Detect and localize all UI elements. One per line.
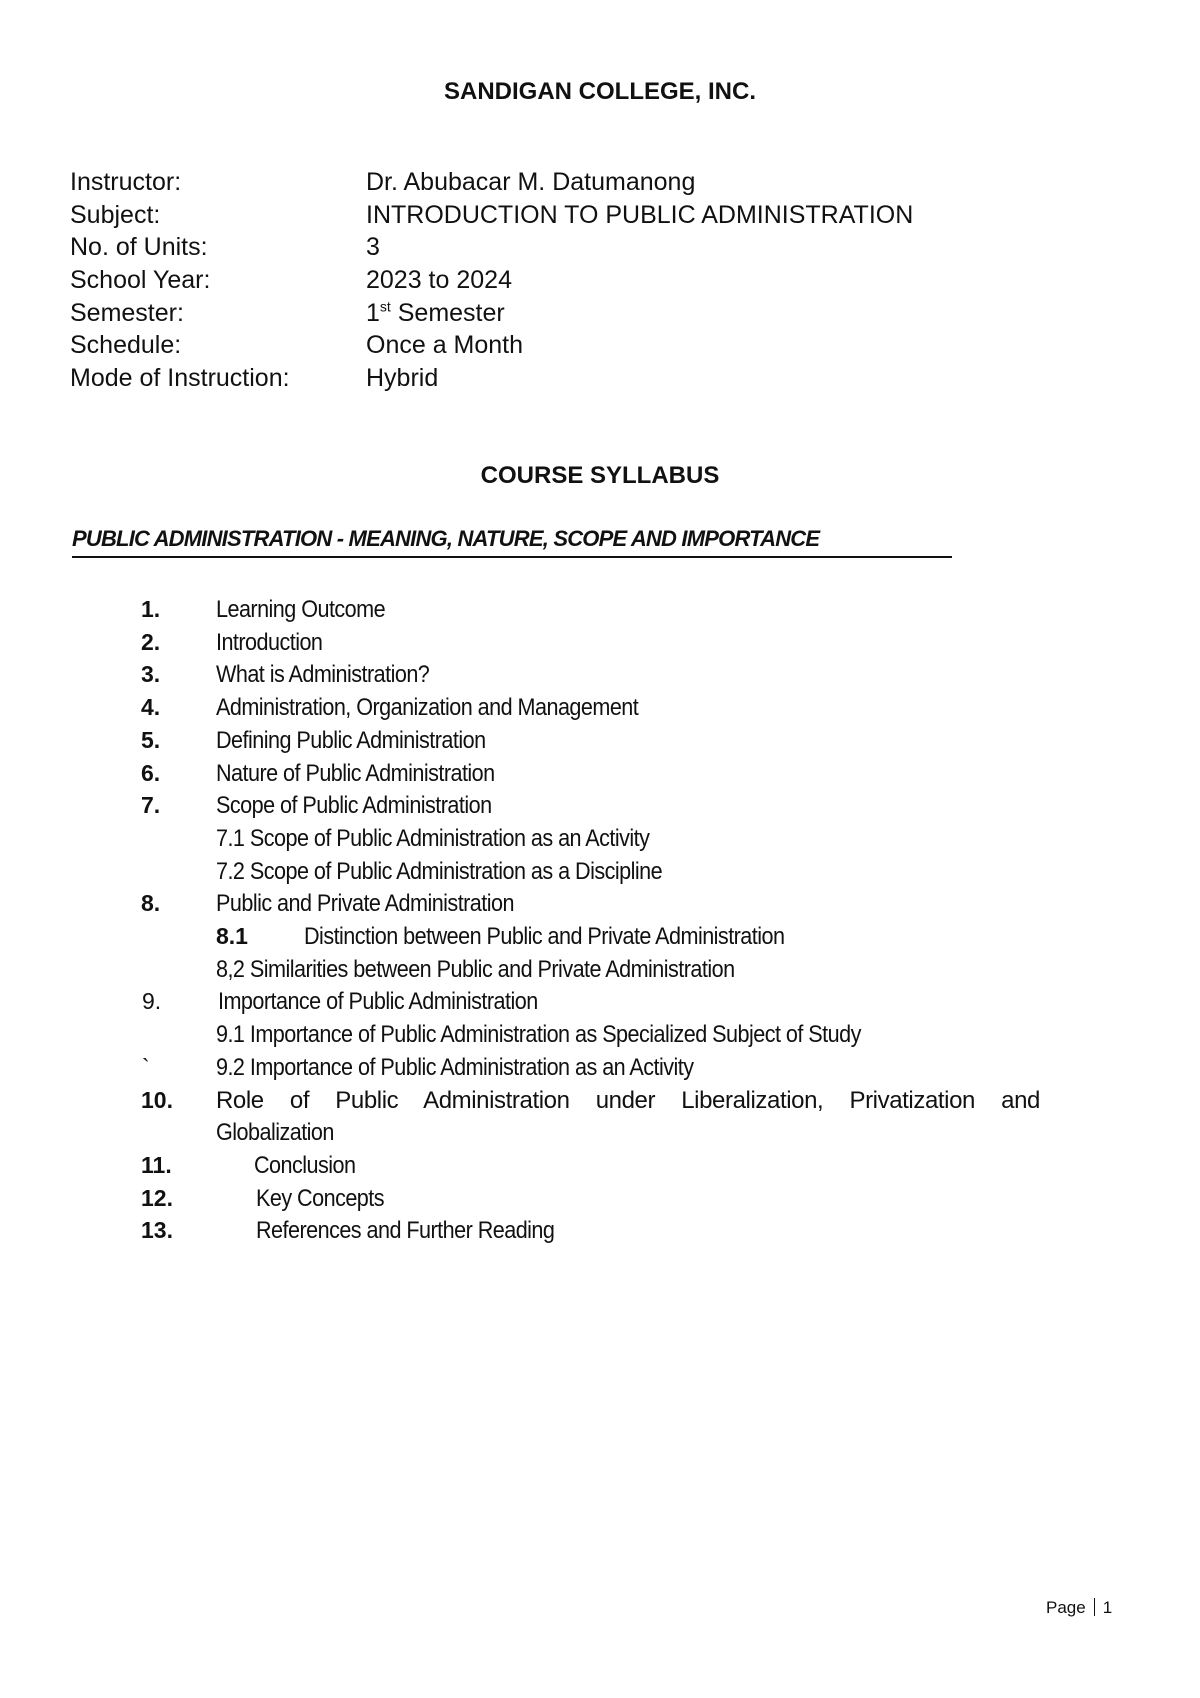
page-number: 1 bbox=[1102, 1598, 1113, 1617]
outline-text: Learning Outcome bbox=[216, 596, 386, 623]
outline-text: Conclusion bbox=[254, 1151, 356, 1179]
syllabus-title: COURSE SYLLABUS bbox=[480, 462, 720, 489]
info-value bbox=[366, 297, 505, 330]
page-footer bbox=[1046, 1598, 1112, 1618]
outline-number: 8. bbox=[141, 890, 161, 917]
outline-number: 13. bbox=[141, 1217, 173, 1244]
outline-number: 11. bbox=[141, 1151, 172, 1178]
outline-text: 7.2 Scope of Public Administration as a Discipline bbox=[216, 857, 663, 885]
info-value: Dr. Abubacar M. Datumanong bbox=[366, 168, 696, 196]
info-value: Once a Month bbox=[366, 331, 524, 360]
outline-number: 7. bbox=[141, 792, 161, 819]
footer-divider bbox=[1094, 1598, 1095, 1616]
semester-word: Semester bbox=[390, 298, 505, 327]
outline-number: 9. bbox=[142, 988, 162, 1015]
outline-number: 12. bbox=[141, 1184, 173, 1211]
semester-ordinal: st bbox=[379, 298, 391, 315]
outline-number: 5. bbox=[141, 726, 161, 753]
info-value: 3 bbox=[366, 233, 380, 262]
outline-text: Scope of Public Administration bbox=[216, 792, 492, 820]
outline-text: Globalization bbox=[216, 1119, 334, 1147]
outline-text: Nature of Public Administration bbox=[216, 759, 495, 787]
outline-number: 6. bbox=[141, 759, 161, 786]
info-label: Instructor: bbox=[70, 168, 182, 196]
outline-text: Distinction between Public and Private Administration bbox=[304, 923, 785, 950]
outline-text: 9.1 Importance of Public Administration as Specialized Subject of Study bbox=[216, 1021, 861, 1049]
outline-text: 7.1 Scope of Public Administration as an Activity bbox=[216, 824, 650, 852]
outline-number: 10. bbox=[141, 1086, 173, 1113]
outline-text: 9.2 Importance of Public Administration as an Activity bbox=[216, 1053, 694, 1081]
outline-text: Introduction bbox=[216, 628, 323, 656]
outline-text: Importance of Public Administration bbox=[218, 988, 538, 1016]
info-value: Hybrid bbox=[366, 364, 439, 393]
outline-text: Public and Private Administration bbox=[216, 890, 514, 918]
outline-text: Defining Public Administration bbox=[216, 726, 486, 754]
outline-text: References and Further Reading bbox=[256, 1217, 555, 1245]
info-label: Schedule: bbox=[70, 331, 182, 360]
info-label: Mode of Instruction: bbox=[70, 364, 290, 393]
outline-number: 2. bbox=[141, 628, 161, 655]
outline-number: 1. bbox=[141, 596, 161, 622]
info-label: Subject: bbox=[70, 200, 161, 229]
info-label: Semester: bbox=[70, 298, 184, 327]
outline-number: ` bbox=[142, 1053, 150, 1080]
outline-text: What is Administration? bbox=[216, 661, 430, 689]
outline-number: 8.1 bbox=[216, 923, 248, 949]
outline-number: 3. bbox=[141, 661, 161, 688]
page-label: Page bbox=[1046, 1598, 1086, 1617]
module-title: PUBLIC ADMINISTRATION - MEANING, NATURE, SCOPE AND IMPORTANCE bbox=[72, 526, 952, 558]
college-name: SANDIGAN COLLEGE, INC. bbox=[443, 78, 756, 105]
outline-text: Key Concepts bbox=[256, 1184, 384, 1212]
outline-number: 4. bbox=[141, 694, 161, 721]
info-label: No. of Units: bbox=[70, 233, 208, 262]
info-value: 2023 to 2024 bbox=[366, 266, 512, 295]
semester-number: 1 bbox=[366, 298, 380, 327]
outline-text: 8,2 Similarities between Public and Private Administration bbox=[216, 955, 735, 983]
info-label: School Year: bbox=[70, 266, 211, 295]
outline-text: Administration, Organization and Management bbox=[216, 694, 639, 722]
outline-text: Role of Public Administration under Liberalization, Privatization and bbox=[216, 1086, 1040, 1114]
info-value: INTRODUCTION TO PUBLIC ADMINISTRATION bbox=[366, 200, 914, 229]
